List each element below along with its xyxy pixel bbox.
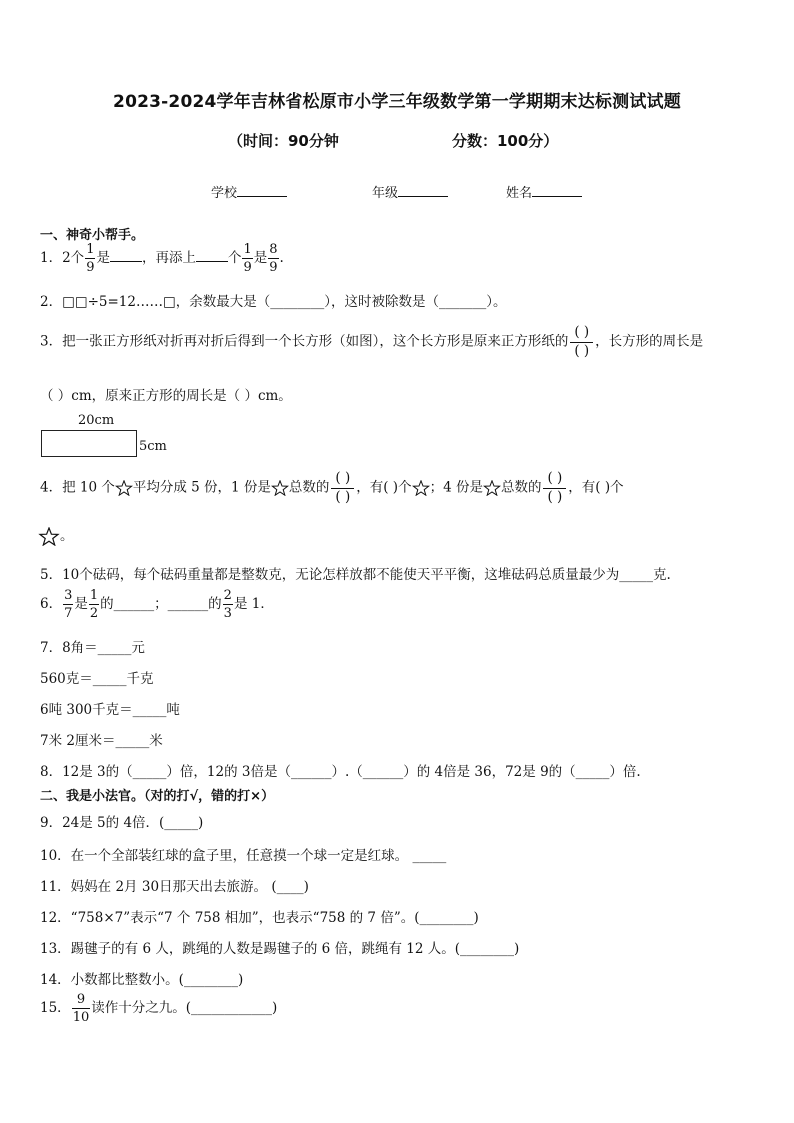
fraction: $\frac{1}{9}$ — [243, 242, 252, 275]
fraction: $\frac{9}{10}$ — [72, 992, 90, 1025]
rectangle-figure — [41, 430, 137, 457]
question-2: 2．□□÷5=12……□，余数最大是（________），这时被除数是（_______）。 — [40, 294, 507, 310]
exam-score: 分数：100分） — [452, 132, 559, 150]
star-icon — [271, 480, 289, 496]
question-15: 15． $\frac{9}{10}$ 读作十分之九。(____________) — [40, 992, 278, 1025]
fraction: $\frac{1}{2}$ — [89, 588, 99, 621]
question-9: 9．24是 5的 4倍．(_____) — [40, 815, 204, 831]
question-7-line-2: 560克＝_____千克 — [40, 671, 154, 687]
school-field — [211, 182, 287, 201]
question-5: 5．10个砝码，每个砝码重量都是整数克，无论怎样放都不能使天平平衡，这堆砝码总质量最少为_____克. — [40, 567, 671, 583]
star-icon — [38, 527, 60, 546]
fraction: $\frac{3}{7}$ — [64, 588, 73, 621]
question-3-line-2: （ ）cm，原来正方形的周长是（ ）cm。 — [40, 388, 292, 404]
grade-field — [372, 182, 448, 201]
question-6: 6． $\frac{3}{7}$ 是 $\frac{1}{2}$ 的______；______的 $\frac{2}{3}$ 是 1． — [40, 588, 274, 621]
question-7-line-4: 7米 2厘米＝_____米 — [40, 733, 163, 749]
blank-fraction: ( ) ( ) — [570, 324, 593, 360]
name-label: 姓名 — [506, 186, 533, 201]
star-icon — [115, 480, 133, 496]
name-field — [506, 182, 582, 201]
question-1: 1．2个 $\frac{1}{9}$ 是 ，再添上 个 $\frac{1}{9}$ 是 $\frac{8}{9}$ . — [40, 242, 284, 275]
school-label: 学校 — [211, 186, 238, 201]
question-8: 8．12是 3的（_____）倍，12的 3倍是（______）.（______）的 4倍是 36，72是 9的（_____）倍. — [40, 764, 641, 780]
fraction: $\frac{2}{3}$ — [223, 588, 232, 621]
figure-height-label: 5cm — [139, 439, 167, 454]
exam-time: （时间：90分钟 — [228, 132, 339, 150]
blank-fraction: ( ) ( ) — [331, 470, 354, 506]
fraction: $\frac{8}{9}$ — [269, 242, 278, 275]
question-7-line-3: 6吨 300千克＝_____吨 — [40, 702, 180, 718]
figure-width-label: 20cm — [78, 413, 115, 428]
section-1-heading: 一、神奇小帮手。 — [40, 228, 145, 243]
question-4: 4．把 10 个 平均分成 5 份，1 份是 总数的 ( ) ( ) ，有( )个 ；4 份是 总数的 ( ) ( ) ，有( )个 — [40, 470, 624, 505]
star-icon — [412, 480, 430, 496]
question-13: 13．踢毽子的有 6 人，跳绳的人数是踢毽子的 6 倍，跳绳有 12 人。(________) — [40, 941, 520, 957]
page-title: 2023-2024学年吉林省松原市小学三年级数学第一学期期末达标测试试题 — [113, 92, 681, 112]
question-12: 12．“758×7”表示“7 个 758 相加”，也表示“758 的 7 倍”。(________) — [40, 910, 479, 926]
question-7-line-1: 7．8角＝_____元 — [40, 640, 145, 656]
grade-label: 年级 — [372, 186, 399, 201]
blank-fraction: ( ) ( ) — [543, 470, 566, 506]
question-14: 14．小数都比整数小。(________) — [40, 972, 244, 988]
question-11: 11．妈妈在 2月 30日那天出去旅游。 (____) — [40, 879, 309, 895]
star-icon — [483, 480, 501, 496]
question-4-line-2: 。 — [38, 524, 74, 546]
fraction: $\frac{1}{9}$ — [86, 242, 95, 275]
question-10: 10．在一个全部装红球的盒子里，任意摸一个球一定是红球。 _____ — [40, 848, 447, 864]
section-2-heading: 二、我是小法官。（对的打√，错的打×） — [40, 789, 275, 804]
question-3: 3．把一张正方形纸对折再对折后得到一个长方形（如图），这个长方形是原来正方形纸的 ( ) ( ) ，长方形的周长是 — [40, 324, 704, 359]
